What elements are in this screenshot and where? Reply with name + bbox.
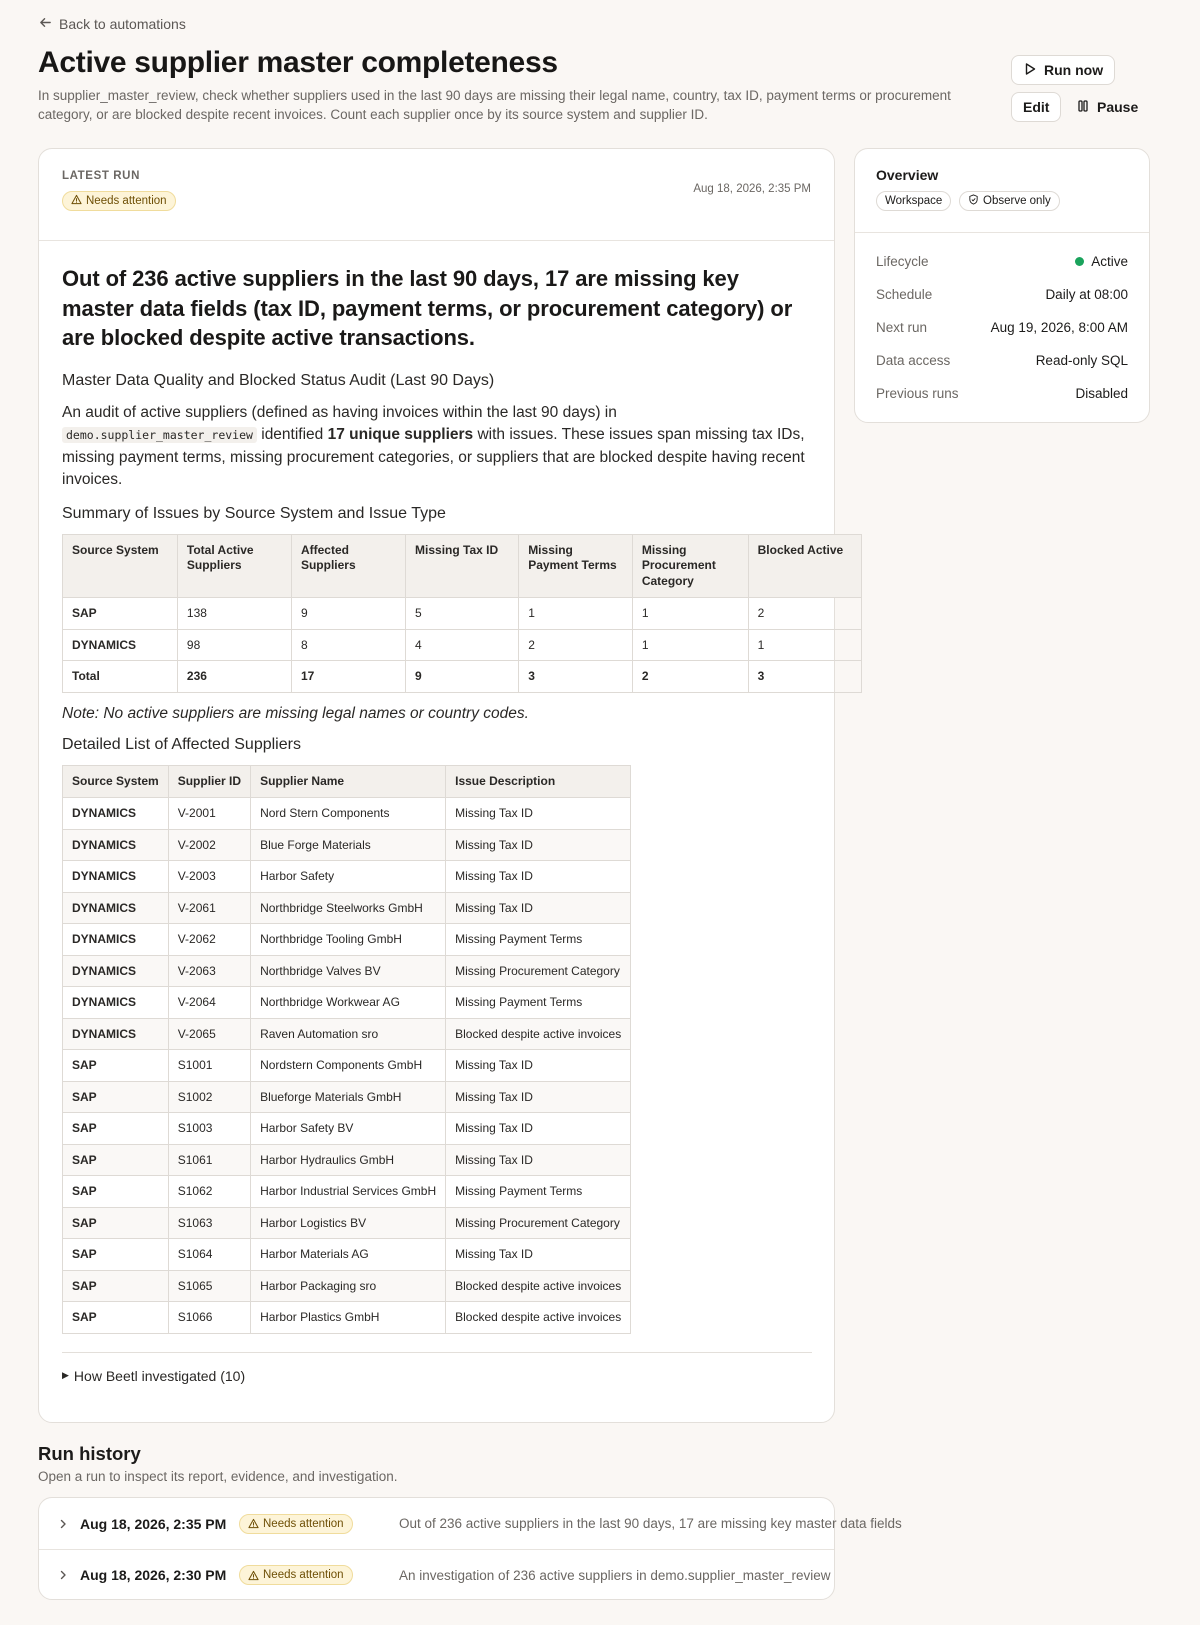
observe-only-label: Observe only: [983, 195, 1051, 207]
table-cell: Harbor Industrial Services GmbH: [251, 1176, 446, 1208]
table-cell: Harbor Materials AG: [251, 1239, 446, 1271]
edit-label: Edit: [1023, 99, 1050, 115]
table-cell: 2: [519, 629, 633, 661]
table-cell: 9: [291, 598, 405, 630]
report-subtitle: Master Data Quality and Blocked Status Audit (Last 90 Days): [62, 371, 495, 389]
table-cell: SAP: [63, 1302, 169, 1334]
table-name-code: demo.supplier_master_review: [62, 427, 257, 443]
table-cell: Northbridge Tooling GmbH: [251, 924, 446, 956]
column-header: Source System: [63, 534, 178, 598]
table-cell: Missing Tax ID: [446, 829, 631, 861]
table-cell: S1063: [168, 1207, 250, 1239]
table-row: [63, 861, 631, 893]
table-row: [63, 798, 631, 830]
table-cell: Missing Payment Terms: [446, 987, 631, 1019]
run-summary: Out of 236 active suppliers in the last 90 days, 17 are missing key master data fields: [399, 1516, 902, 1531]
overview-title: Overview: [876, 167, 939, 183]
table-row: [63, 629, 862, 661]
column-header: Missing Procurement Category: [632, 534, 748, 598]
table-cell: Missing Tax ID: [446, 1239, 631, 1271]
table-cell: 1: [632, 598, 748, 630]
table-cell: Harbor Hydraulics GmbH: [251, 1144, 446, 1176]
table-cell: Missing Tax ID: [446, 861, 631, 893]
overview-row-lifecycle: Lifecycle Active: [876, 254, 1128, 269]
divider: [62, 1352, 812, 1353]
table-cell: V-2065: [168, 1018, 250, 1050]
run-date: Aug 18, 2026, 2:30 PM: [80, 1567, 227, 1583]
table-cell: Blocked despite active invoices: [446, 1270, 631, 1302]
back-to-automations-link[interactable]: [39, 16, 186, 32]
table-cell: Blocked despite active invoices: [446, 1018, 631, 1050]
table-cell: Blueforge Materials GmbH: [251, 1081, 446, 1113]
table-cell: Missing Payment Terms: [446, 1176, 631, 1208]
table-row: [63, 1018, 631, 1050]
run-history-item[interactable]: [39, 1549, 834, 1600]
page-description: In supplier_master_review, check whether suppliers used in the last 90 days are missing their legal name, country, tax ID, payment terms or procurement category, or are blocked despite recent invoices. Count each supplier once by its source system and supplier ID.: [38, 88, 951, 122]
table-cell: V-2001: [168, 798, 250, 830]
overview-card: [854, 148, 1150, 423]
status-badge-label: Needs attention: [263, 1569, 344, 1581]
table-cell: Missing Tax ID: [446, 1113, 631, 1145]
run-report: [39, 241, 844, 1384]
latest-run-card: [38, 148, 844, 1423]
table-cell: Missing Procurement Category: [446, 955, 631, 987]
status-badge: [239, 1514, 353, 1534]
table-cell: SAP: [63, 1176, 169, 1208]
table-cell: Northbridge Workwear AG: [251, 987, 446, 1019]
table-cell: Missing Payment Terms: [446, 924, 631, 956]
run-history-title: Run history: [38, 1443, 141, 1464]
observe-only-chip: [959, 191, 1060, 211]
table-cell: DYNAMICS: [63, 798, 169, 830]
table-row: [63, 1239, 631, 1271]
summary-table-title: Summary of Issues by Source System and Issue Type: [62, 504, 446, 522]
column-header: Supplier ID: [168, 765, 250, 798]
overview-row-next-run: Next run Aug 19, 2026, 8:00 AM: [876, 320, 1128, 335]
run-history-subtitle: Open a run to inspect its report, evidence, and investigation.: [38, 1469, 398, 1484]
column-header: Supplier Name: [251, 765, 446, 798]
table-row: [63, 1050, 631, 1082]
back-label: Back to automations: [59, 16, 186, 32]
run-now-label: Run now: [1044, 62, 1104, 78]
pause-label: Pause: [1097, 99, 1139, 115]
table-cell: DYNAMICS: [63, 629, 178, 661]
table-cell: Harbor Packaging sro: [251, 1270, 446, 1302]
summary-table-scroll[interactable]: [62, 534, 844, 693]
table-cell: S1064: [168, 1239, 250, 1271]
report-headline: Out of 236 active suppliers in the last 90 days, 17 are missing key master data fields (tax ID, payment terms, or procurement category) or are blocked despite active transactions.: [62, 266, 793, 350]
triangle-right-icon: ▶: [62, 1370, 69, 1380]
column-header: Issue Description: [446, 765, 631, 798]
page-title: Active supplier master completeness: [38, 46, 558, 79]
table-row: [63, 1207, 631, 1239]
table-cell: S1002: [168, 1081, 250, 1113]
run-history-item[interactable]: [39, 1498, 902, 1549]
table-cell: Harbor Logistics BV: [251, 1207, 446, 1239]
table-cell: Missing Procurement Category: [446, 1207, 631, 1239]
chevron-right-icon: [57, 1569, 69, 1581]
table-row: [63, 1081, 631, 1113]
latest-run-header: [39, 149, 834, 241]
table-cell: 3: [519, 661, 633, 693]
table-cell: Missing Tax ID: [446, 892, 631, 924]
column-header: Affected Suppliers: [291, 534, 405, 598]
status-badge: [239, 1565, 353, 1585]
overview-row-schedule: Schedule Daily at 08:00: [876, 287, 1128, 302]
overview-row-previous-runs: Previous runs Disabled: [876, 386, 1128, 401]
pause-icon: [1076, 99, 1090, 116]
latest-run-timestamp: Aug 18, 2026, 2:35 PM: [693, 183, 811, 195]
investigation-toggle[interactable]: [62, 1368, 812, 1384]
table-cell: Nord Stern Components: [251, 798, 446, 830]
column-header: Missing Tax ID: [406, 534, 519, 598]
summary-table: [62, 534, 862, 693]
table-cell: S1065: [168, 1270, 250, 1302]
table-cell: 2: [748, 598, 861, 630]
table-cell: S1001: [168, 1050, 250, 1082]
table-cell: SAP: [63, 1144, 169, 1176]
warning-triangle-icon: [248, 1570, 259, 1581]
latest-run-label: LATEST RUN: [62, 170, 140, 182]
table-cell: Northbridge Steelworks GmbH: [251, 892, 446, 924]
table-row: [63, 598, 862, 630]
table-cell: 8: [291, 629, 405, 661]
table-row: [63, 829, 631, 861]
table-cell: SAP: [63, 598, 178, 630]
shield-icon: [968, 194, 979, 208]
arrow-left-icon: [39, 16, 52, 32]
table-cell: Harbor Plastics GmbH: [251, 1302, 446, 1334]
table-row: [63, 924, 631, 956]
table-row: [63, 1302, 631, 1334]
table-cell: 3: [748, 661, 861, 693]
run-summary: An investigation of 236 active suppliers in demo.supplier_master_review: [399, 1567, 831, 1583]
table-row: [63, 987, 631, 1019]
table-cell: 1: [748, 629, 861, 661]
table-cell: DYNAMICS: [63, 955, 169, 987]
table-row: [63, 661, 862, 693]
run-date: Aug 18, 2026, 2:35 PM: [80, 1515, 227, 1532]
table-cell: Blue Forge Materials: [251, 829, 446, 861]
table-cell: Missing Tax ID: [446, 798, 631, 830]
table-cell: V-2062: [168, 924, 250, 956]
investigation-label: How Beetl investigated (10): [73, 1367, 246, 1384]
table-cell: Harbor Safety BV: [251, 1113, 446, 1145]
table-cell: 1: [519, 598, 633, 630]
table-cell: Nordstern Components GmbH: [251, 1050, 446, 1082]
table-row: [63, 1144, 631, 1176]
table-cell: DYNAMICS: [63, 829, 169, 861]
table-cell: S1061: [168, 1144, 250, 1176]
table-cell: Harbor Safety: [251, 861, 446, 893]
column-header: Blocked Active: [748, 534, 861, 598]
table-cell: SAP: [63, 1113, 169, 1145]
status-dot-icon: [1075, 257, 1084, 266]
warning-triangle-icon: [248, 1518, 259, 1529]
table-cell: DYNAMICS: [63, 924, 169, 956]
table-cell: V-2063: [168, 955, 250, 987]
table-cell: V-2061: [168, 892, 250, 924]
detail-table: [62, 765, 631, 1334]
table-cell: S1003: [168, 1113, 250, 1145]
table-cell: 4: [406, 629, 519, 661]
chevron-right-icon: [57, 1518, 69, 1530]
divider: [855, 232, 1149, 233]
column-header: Missing Payment Terms: [519, 534, 633, 598]
status-badge-label: Needs attention: [86, 195, 167, 207]
table-row: [63, 955, 631, 987]
run-now-button[interactable]: [1011, 55, 1115, 85]
table-cell: SAP: [63, 1239, 169, 1271]
table-cell: 98: [177, 629, 291, 661]
table-cell: 17: [291, 661, 405, 693]
table-cell: SAP: [63, 1081, 169, 1113]
table-cell: Northbridge Valves BV: [251, 955, 446, 987]
table-cell: V-2002: [168, 829, 250, 861]
detail-table-wrap: [62, 765, 812, 1334]
table-row: [63, 1113, 631, 1145]
table-cell: DYNAMICS: [63, 987, 169, 1019]
table-cell: Missing Tax ID: [446, 1050, 631, 1082]
overview-row-data-access: Data access Read-only SQL: [876, 353, 1128, 368]
workspace-chip: [876, 191, 951, 211]
table-cell: V-2003: [168, 861, 250, 893]
table-cell: Missing Tax ID: [446, 1081, 631, 1113]
table-cell: 1: [632, 629, 748, 661]
table-cell: SAP: [63, 1050, 169, 1082]
pause-button[interactable]: [1064, 92, 1150, 122]
table-cell: SAP: [63, 1207, 169, 1239]
table-row: [63, 892, 631, 924]
column-header: Total Active Suppliers: [177, 534, 291, 598]
column-header: Source System: [63, 765, 169, 798]
status-badge: [62, 191, 176, 211]
table-cell: V-2064: [168, 987, 250, 1019]
status-badge-label: Needs attention: [263, 1517, 344, 1530]
table-cell: DYNAMICS: [63, 861, 169, 893]
detail-table-title: Detailed List of Affected Suppliers: [62, 735, 301, 753]
table-cell: 2: [632, 661, 748, 693]
workspace-chip-label: Workspace: [885, 195, 943, 207]
table-row: [63, 1176, 631, 1208]
table-cell: DYNAMICS: [63, 892, 169, 924]
table-cell: 138: [177, 598, 291, 630]
table-cell: SAP: [63, 1270, 169, 1302]
run-history-list: [38, 1497, 902, 1600]
report-note: Note: No active suppliers are missing legal names or country codes.: [62, 704, 529, 722]
table-cell: 236: [177, 661, 291, 693]
table-cell: S1062: [168, 1176, 250, 1208]
table-cell: 9: [406, 661, 519, 693]
table-cell: Raven Automation sro: [251, 1018, 446, 1050]
report-paragraph: An audit of active suppliers (defined as having invoices within the last 90 days) in demo.supplier_master_review identified 17 unique suppliers with issues. These issues span missing tax IDs, missing payment terms, missing procurement categories, or suppliers that are blocked despite having recent invoices.: [62, 403, 805, 488]
table-cell: S1066: [168, 1302, 250, 1334]
edit-button[interactable]: [1011, 92, 1061, 122]
table-cell: DYNAMICS: [63, 1018, 169, 1050]
play-icon: [1023, 62, 1037, 79]
table-cell: Total: [63, 661, 178, 693]
table-cell: Missing Tax ID: [446, 1144, 631, 1176]
table-row: [63, 1270, 631, 1302]
table-cell: Blocked despite active invoices: [446, 1302, 631, 1334]
table-cell: 5: [406, 598, 519, 630]
warning-triangle-icon: [71, 194, 82, 208]
